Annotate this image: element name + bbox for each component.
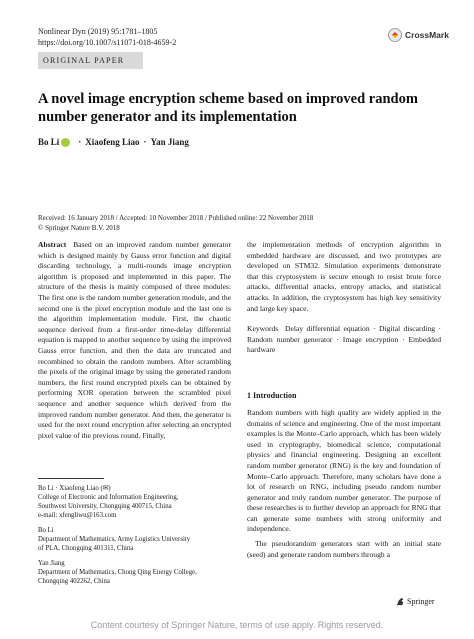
publisher-logo [396, 597, 435, 606]
orcid-icon[interactable] [61, 138, 70, 147]
author-separator: · [143, 137, 147, 147]
email-link[interactable]: e-mail: xfengliwu@163.com [38, 512, 117, 519]
author-name[interactable]: Yan Jiang [150, 137, 189, 147]
right-column [247, 240, 441, 560]
paper-title: A novel image encryption scheme based on improved random number generator and its implementation [38, 91, 418, 125]
introduction-paragraph: Random numbers with high quality are widely applied in the domains of science and engineering. One of the most important examples is the Monte–Carlo approach, which has been widely used in cryptography, biomedical science, computational physics and financial engineering. Designing an excellent random number generator (RNG) is the key and foundation of Monte–Carlo approach. Therefore, many scholars have done a lot of research on RNG, including pseudo random number generator and truly random number generator. The purpose of these researches is to further develop an approach for RNG that can generate some numbers with strong uniformity and independence. [247, 407, 441, 534]
affiliation-block [38, 526, 234, 553]
publication-dates [38, 213, 313, 233]
affiliation-block [38, 559, 234, 586]
publisher-label: Springer [407, 597, 435, 606]
affiliation-line: of PLA, Chongqing 401311, China [38, 545, 134, 552]
article-type-banner: ORIGINAL PAPER [38, 52, 143, 69]
abstract-paragraph [38, 240, 231, 441]
affiliation-line: Department of Mathematics, Chong Qing Energy College, [38, 569, 197, 576]
affiliation-line: Southwest University, Chongqing 400715, China [38, 503, 172, 510]
keywords-label: Keywords [247, 324, 279, 334]
affiliation-authors: Yan Jiang [38, 560, 65, 567]
journal-citation: Nonlinear Dyn (2019) 95:1781–1805 [38, 27, 158, 36]
affiliation-line: Department of Mathematics, Army Logistics University [38, 536, 191, 543]
copyright-line: © Springer Nature B.V. 2018 [38, 224, 120, 232]
courtesy-notice: Content courtesy of Springer Nature, terms of use apply. Rights reserved. [90, 620, 384, 630]
crossmark-icon [388, 28, 402, 42]
doi-link[interactable]: https://doi.org/10.1007/s11071-018-4659-2 [38, 38, 177, 47]
crossmark-badge[interactable] [388, 28, 449, 42]
footnote-rule [38, 478, 104, 479]
author-list [38, 137, 189, 147]
affiliation-authors: Bo Li [38, 527, 54, 534]
affiliation-footnotes [38, 484, 234, 592]
affiliation-authors: Bo Li · Xiaofeng Liao (✉) [38, 485, 111, 492]
introduction-paragraph: The pseudorandom generators start with an initial state (seed) and generate random numbers through a [247, 539, 441, 559]
left-column [38, 240, 231, 441]
author-name[interactable]: Bo Li [38, 137, 60, 147]
keywords-text: Delay differential equation · Digital discarding · Random number generator · Image encryption · Embedded hardware [247, 324, 441, 355]
author-separator: · [78, 137, 82, 147]
author-name[interactable]: Xiaofeng Liao [85, 137, 140, 147]
abstract-label: Abstract [38, 240, 67, 249]
crossmark-label: CrossMark [405, 30, 449, 40]
affiliation-block [38, 484, 234, 520]
section-heading: 1 Introduction [247, 390, 297, 400]
affiliation-line: College of Electronic and Information Engineering, [38, 494, 179, 501]
history-dates: Received: 16 January 2018 / Accepted: 10 November 2018 / Published online: 22 November 2018 [38, 214, 314, 222]
springer-horse-icon [396, 597, 405, 606]
abstract-continuation: the implementation methods of encryption algorithm in embedded hardware are discussed, and two prototypes are developed on STM32. Simulation experiments demonstrate that this cryptosystem is secure enough to resist brute force attacks, differential attacks, entropy attacks, and statistical attacks. In addition, the cryptosystem has high key sensitivity and large key space. [247, 240, 441, 313]
affiliation-line: Chongqing 402262, China [38, 578, 110, 585]
keywords-paragraph [247, 324, 441, 356]
abstract-text: Based on an improved random number generator which is designed mainly by Gauss error function and digital discarding technology, a multi-rounds image encryption algorithm is proposed and implemented in this paper. The structure of the thesis is mainly composed of three modules: The first one is the random number generation module, and the second one is the pixel encryption module and the last one is the algorithm implementation module. First, the chaotic sequence derived from a first-order time-delay differential equation is mapped to another sequence by using the improved Gauss error function, and then the data are truncated and recombined to obtain the random numbers. After scrambling the pixels of the original image by using the generated random numbers, the first round encrypted pixels can be obtained by performing XOR operation between the scrambled pixel sequence and another sequence which derived from the improved random number generator. And then, the generator is used for the next round encryption after selecting an encrypted pixel value of the previous round. Finally, [38, 240, 231, 440]
